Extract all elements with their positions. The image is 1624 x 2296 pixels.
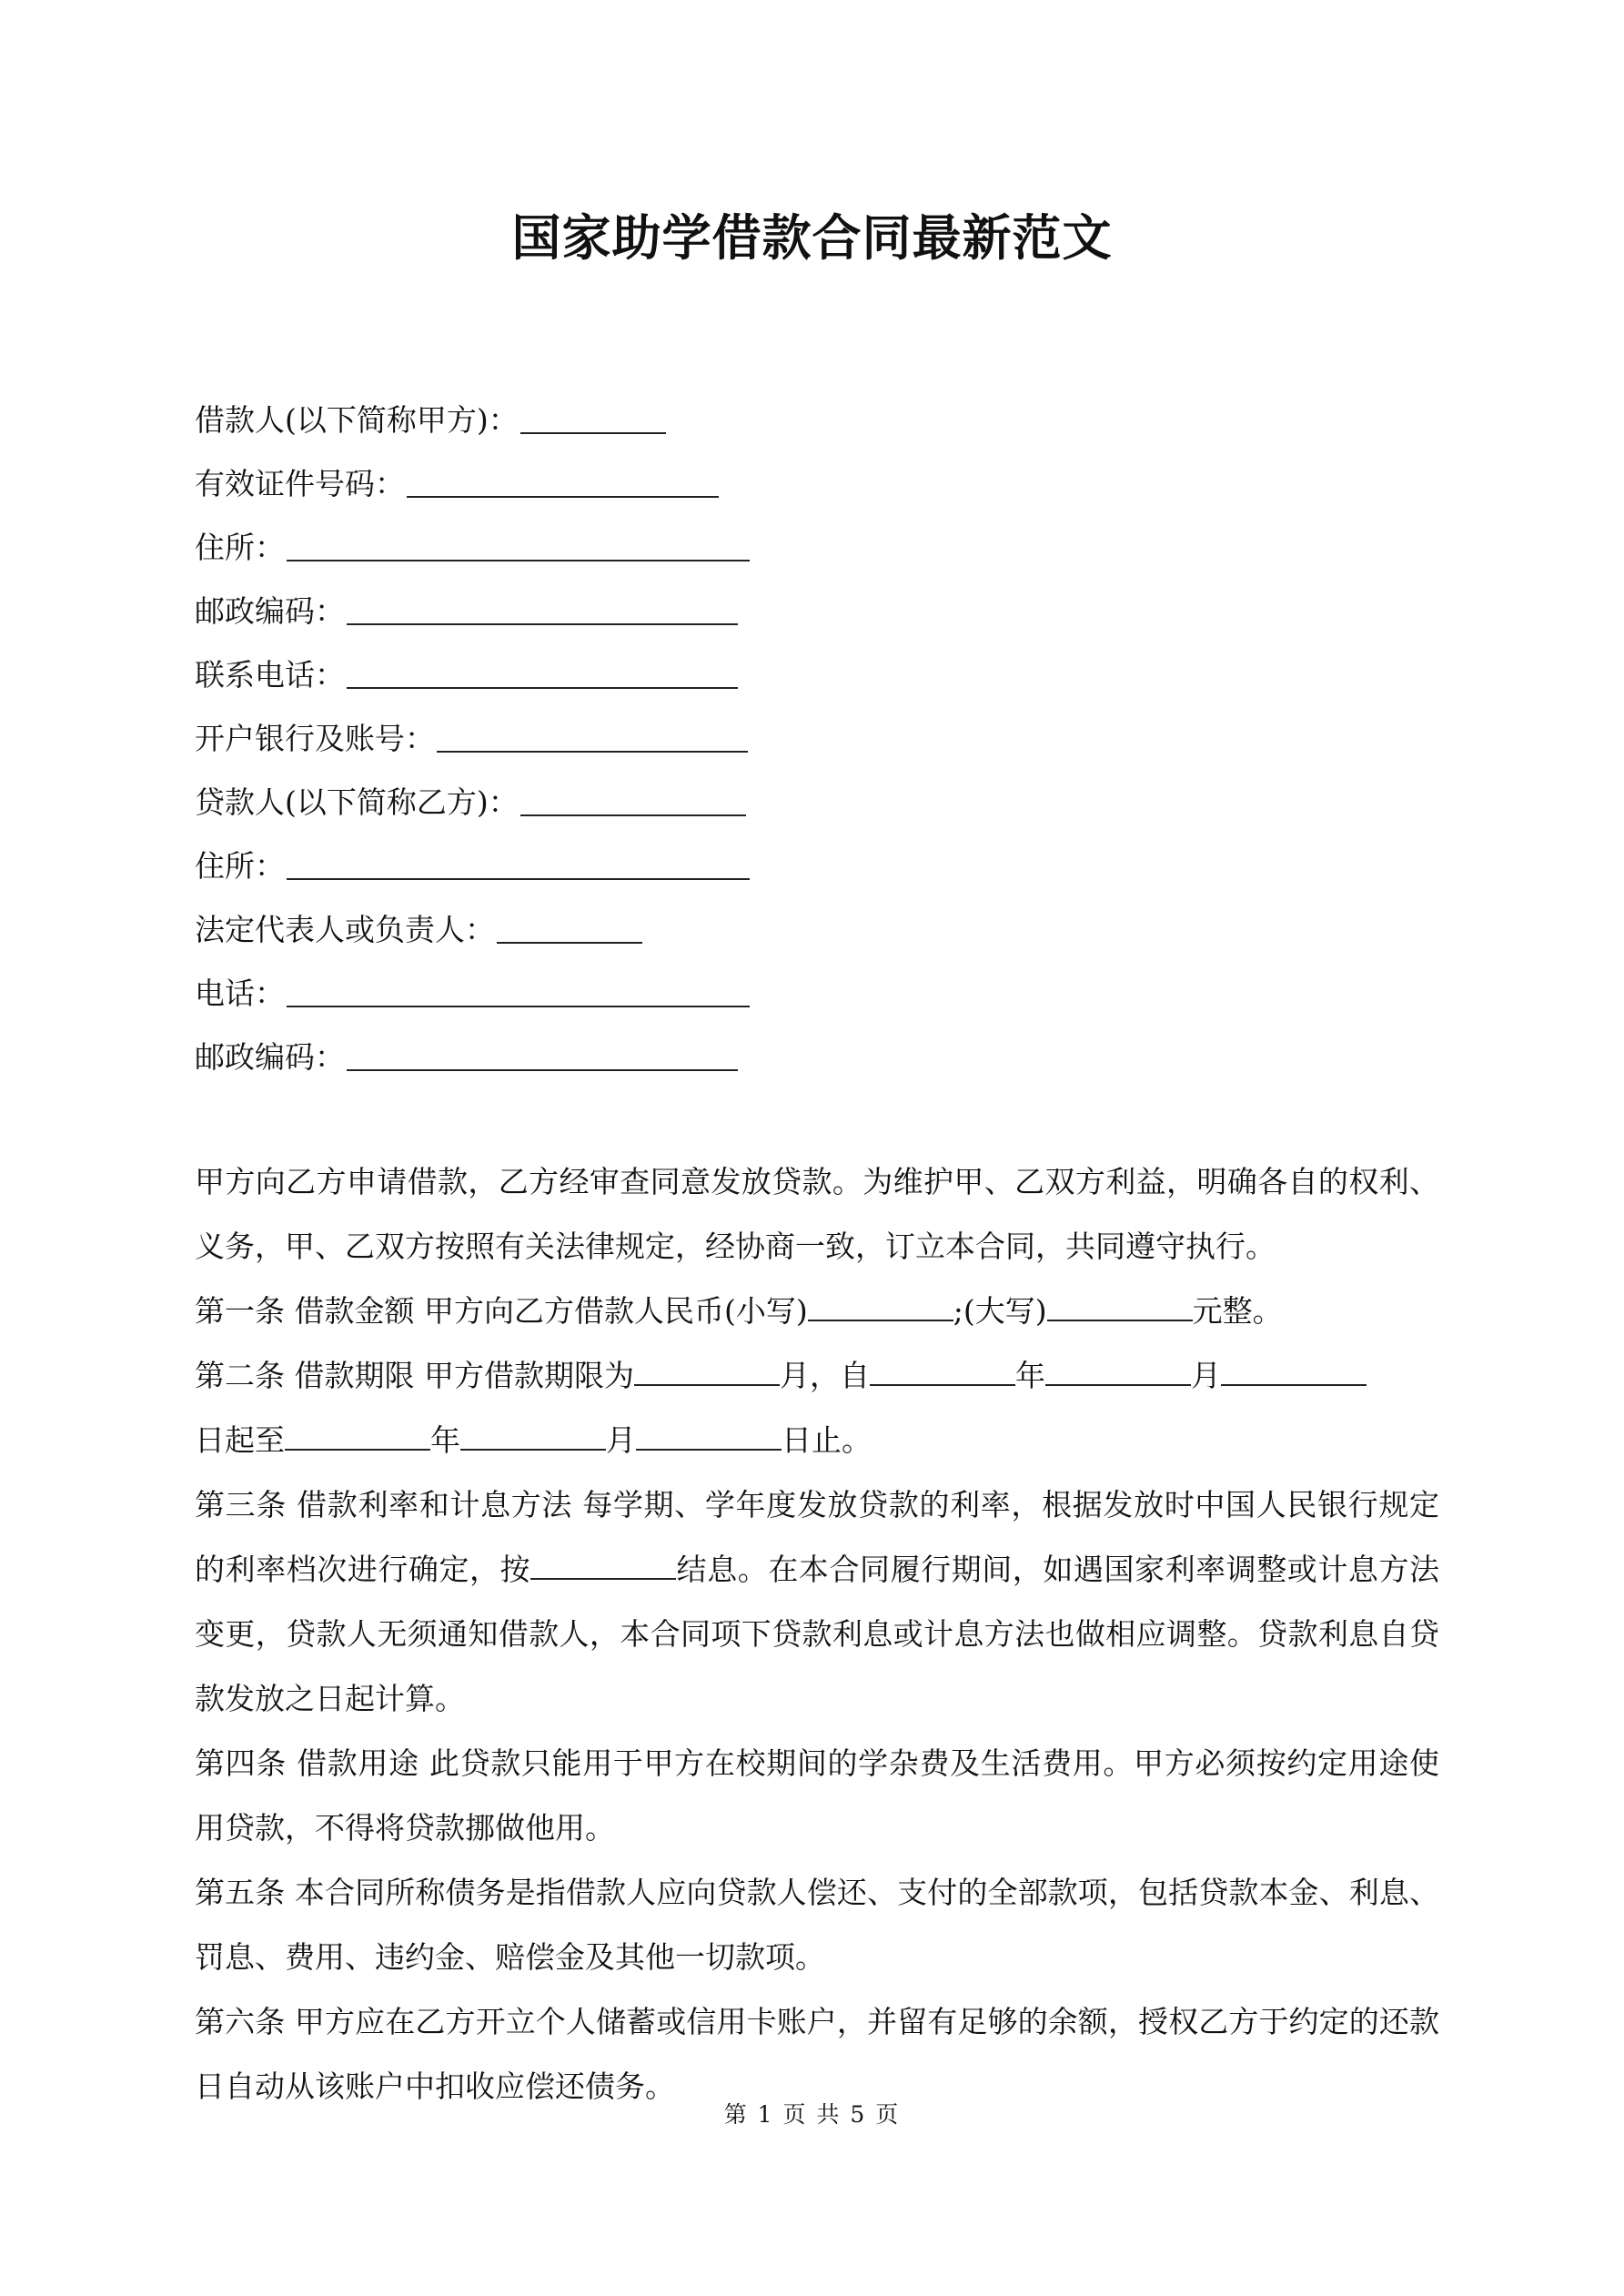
blank-line[interactable] [287, 847, 750, 880]
field-label: 联系电话： [195, 656, 345, 693]
blank-line[interactable] [636, 1421, 782, 1451]
blank-line[interactable] [287, 529, 750, 561]
blank-line[interactable] [347, 1038, 738, 1071]
article-3 [195, 1472, 1439, 1731]
blank-line[interactable] [347, 592, 738, 625]
article-text: ;(大写) [953, 1293, 1047, 1329]
document-title: 国家助学借款合同最新范文 [511, 208, 1113, 267]
article-6: 第六条 甲方应在乙方开立个人储蓄或信用卡账户，并留有足够的余额，授权乙方于约定的还款日自动从该账户中扣收应偿还债务。 [195, 2004, 1439, 2104]
field-lender-postcode [195, 1023, 1450, 1087]
field-phone [195, 641, 1450, 704]
blank-line[interactable] [808, 1292, 953, 1321]
article-text: 每学期、学年度发放贷款的利率，根据发放时中国人民银行规定的利率档次进行确定，按 [195, 1487, 1439, 1587]
article-text: 月，自 [780, 1358, 870, 1393]
blank-line[interactable] [520, 784, 746, 816]
article-text: 日起至 [195, 1422, 285, 1458]
party-info-fields [195, 386, 1450, 1087]
blank-line[interactable] [285, 1421, 430, 1451]
blank-line[interactable] [437, 720, 748, 753]
field-label: 有效证件号码： [195, 465, 405, 501]
page-number: 第 1 页 共 5 页 [723, 2101, 901, 2128]
article-2 [195, 1343, 1439, 1472]
field-legal-representative [195, 895, 1450, 959]
article-text: 月 [606, 1422, 636, 1458]
field-label: 法定代表人或负责人： [195, 911, 495, 947]
intro-paragraph: 甲方向乙方申请借款，乙方经审查同意发放贷款。为维护甲、乙双方利益，明确各自的权利、义务，甲、乙双方按照有关法律规定，经协商一致，订立本合同，共同遵守执行。 [195, 1164, 1439, 1264]
blank-line[interactable] [407, 465, 719, 498]
blank-line[interactable] [1045, 1357, 1191, 1386]
blank-line[interactable] [870, 1357, 1015, 1386]
field-label: 住所： [195, 529, 285, 565]
article-text: 年 [1015, 1358, 1045, 1393]
field-borrower-postcode [195, 577, 1450, 641]
article-text: 月 [1191, 1358, 1221, 1393]
field-bank-account [195, 704, 1450, 768]
article-heading: 第三条 借款利率和计息方法 [195, 1487, 573, 1522]
field-label: 电话： [195, 975, 285, 1011]
article-text: 此贷款只能用于甲方在校期间的学杂费及生活费用。甲方必须按约定用途使用贷款，不得将贷款挪做他用。 [195, 1745, 1439, 1846]
blank-line[interactable] [520, 401, 666, 434]
field-label: 贷款人(以下简称乙方)： [195, 784, 519, 820]
field-lender [195, 768, 1450, 832]
article-5: 第五条 本合同所称债务是指借款人应向贷款人偿还、支付的全部款项，包括贷款本金、利息、罚息、费用、违约金、赔偿金及其他一切款项。 [195, 1875, 1439, 1975]
article-text: 年 [430, 1422, 460, 1458]
field-label: 开户银行及账号： [195, 720, 435, 756]
article-text: 甲方借款期限为 [414, 1358, 634, 1393]
field-label: 借款人(以下简称甲方)： [195, 401, 519, 438]
field-borrower [195, 386, 1450, 450]
blank-line[interactable] [634, 1357, 780, 1386]
field-lender-phone [195, 959, 1450, 1023]
article-text: 结息。在本合同履行期间，如遇国家利率调整或计息方法变更，贷款人无须通知借款人，本合同项下贷款利息或计息方法也做相应调整。贷款利息自贷款发放之日起计算。 [195, 1552, 1440, 1716]
article-heading: 第一条 借款金额 [195, 1293, 415, 1329]
blank-line[interactable] [287, 975, 750, 1007]
blank-line[interactable] [460, 1421, 606, 1451]
field-label: 住所： [195, 847, 285, 884]
field-id-number [195, 450, 1450, 513]
article-1 [195, 1279, 1439, 1343]
field-label: 邮政编码： [195, 592, 345, 629]
article-heading: 第二条 借款期限 [195, 1358, 415, 1393]
article-text: 元整。 [1192, 1293, 1283, 1329]
article-heading: 第四条 借款用途 [195, 1745, 419, 1781]
blank-line[interactable] [347, 656, 738, 689]
blank-line[interactable] [497, 911, 642, 944]
blank-line[interactable] [1047, 1292, 1193, 1321]
article-text: 日止。 [782, 1422, 872, 1458]
article-text: 甲方向乙方借款人民币(小写) [414, 1293, 808, 1329]
contract-body [195, 1149, 1439, 2119]
blank-line[interactable] [1221, 1357, 1367, 1386]
field-borrower-address [195, 513, 1450, 577]
field-lender-address [195, 832, 1450, 895]
field-label: 邮政编码： [195, 1038, 345, 1075]
article-4 [195, 1731, 1439, 1860]
blank-line[interactable] [530, 1551, 676, 1580]
